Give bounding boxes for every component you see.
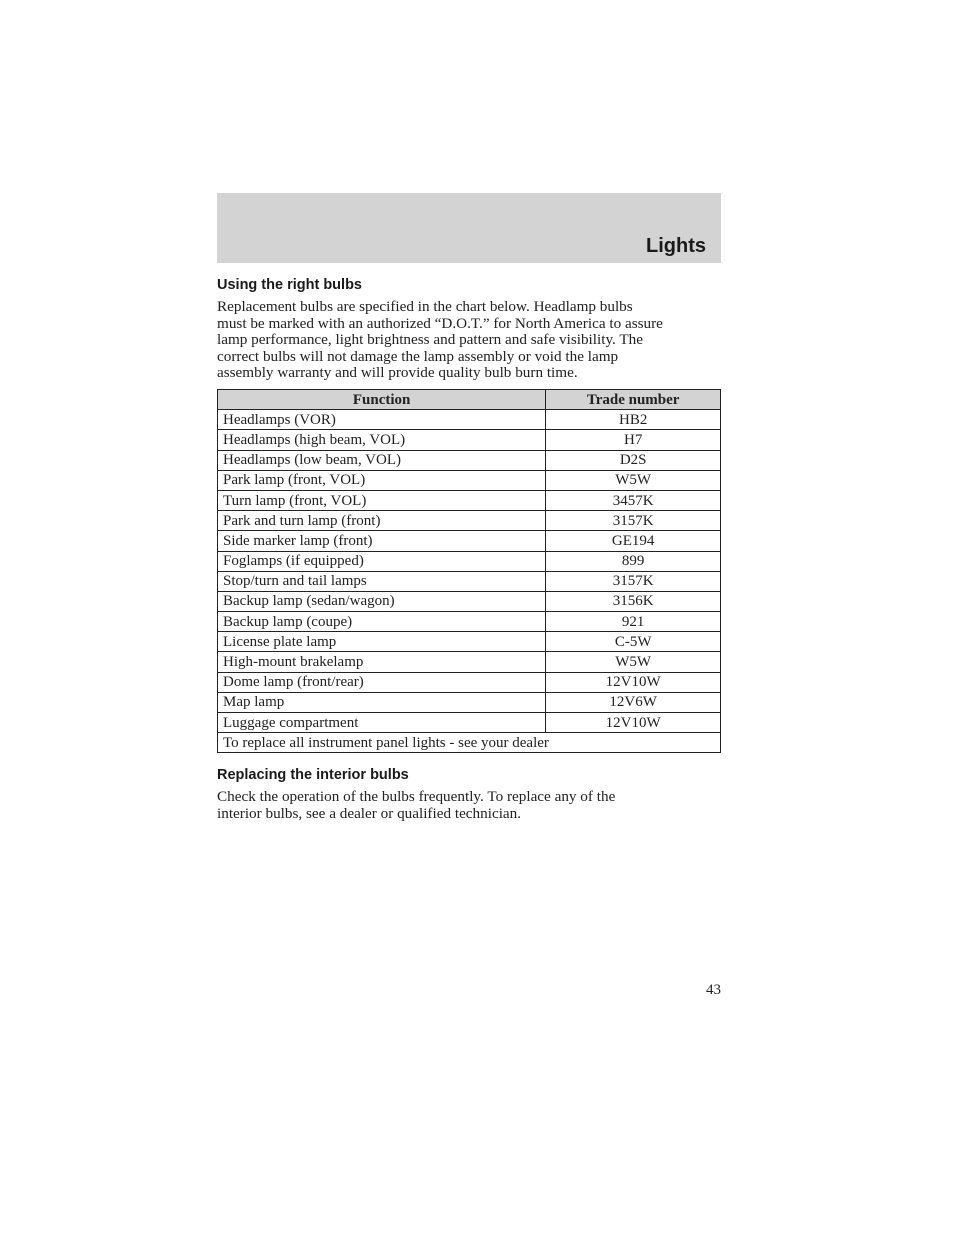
cell-trade-number: 12V10W: [546, 672, 721, 692]
column-header-trade-number: Trade number: [546, 390, 721, 410]
table-row: [218, 571, 721, 591]
paragraph-line: assembly warranty and will provide quality bulb burn time.: [217, 364, 578, 382]
cell-trade-number: 12V6W: [546, 692, 721, 712]
table-row: [218, 591, 721, 611]
cell-function: Map lamp: [218, 692, 546, 712]
cell-function: Foglamps (if equipped): [218, 551, 546, 571]
cell-trade-number: W5W: [546, 470, 721, 490]
cell-function: High-mount brakelamp: [218, 652, 546, 672]
table-row: [218, 490, 721, 510]
table-footer-row: [218, 733, 721, 753]
table-footer-note: To replace all instrument panel lights - see your dealer: [218, 733, 721, 753]
table-row: [218, 450, 721, 470]
cell-function: Headlamps (VOR): [218, 410, 546, 430]
cell-trade-number: H7: [546, 430, 721, 450]
table-row: [218, 551, 721, 571]
cell-trade-number: 921: [546, 612, 721, 632]
cell-trade-number: 899: [546, 551, 721, 571]
section-heading-right-bulbs: Using the right bulbs: [217, 277, 362, 293]
cell-trade-number: W5W: [546, 652, 721, 672]
table-row: [218, 692, 721, 712]
cell-function: License plate lamp: [218, 632, 546, 652]
chapter-header-band: [217, 193, 721, 263]
paragraph-line: correct bulbs will not damage the lamp assembly or void the lamp: [217, 347, 619, 365]
table-row: [218, 652, 721, 672]
paragraph-line: must be marked with an authorized “D.O.T.” for North America to assure: [217, 314, 663, 332]
table-row: [218, 632, 721, 652]
paragraph-line: Check the operation of the bulbs frequently. To replace any of the: [217, 788, 616, 805]
section-paragraph-interior-bulbs: [217, 789, 723, 822]
cell-function: Turn lamp (front, VOL): [218, 490, 546, 510]
cell-function: Park lamp (front, VOL): [218, 470, 546, 490]
table-row: [218, 410, 721, 430]
cell-trade-number: 3457K: [546, 490, 721, 510]
chapter-title: Lights: [646, 235, 706, 257]
table-row: [218, 531, 721, 551]
cell-trade-number: C-5W: [546, 632, 721, 652]
cell-function: Headlamps (high beam, VOL): [218, 430, 546, 450]
cell-trade-number: 3157K: [546, 571, 721, 591]
cell-trade-number: GE194: [546, 531, 721, 551]
cell-function: Luggage compartment: [218, 713, 546, 733]
bulb-chart-table: [217, 389, 721, 753]
table-header-row: [218, 390, 721, 410]
cell-trade-number: HB2: [546, 410, 721, 430]
cell-trade-number: 12V10W: [546, 713, 721, 733]
cell-function: Backup lamp (sedan/wagon): [218, 591, 546, 611]
cell-function: Side marker lamp (front): [218, 531, 546, 551]
table-row: [218, 612, 721, 632]
cell-function: Stop/turn and tail lamps: [218, 571, 546, 591]
paragraph-line: Replacement bulbs are specified in the chart below. Headlamp bulbs: [217, 298, 633, 315]
table-row: [218, 470, 721, 490]
cell-function: Headlamps (low beam, VOL): [218, 450, 546, 470]
cell-function: Park and turn lamp (front): [218, 511, 546, 531]
paragraph-line: interior bulbs, see a dealer or qualified technician.: [217, 804, 522, 822]
cell-trade-number: 3157K: [546, 511, 721, 531]
column-header-function: Function: [218, 390, 546, 410]
table-row: [218, 430, 721, 450]
table-row: [218, 511, 721, 531]
table-row: [218, 672, 721, 692]
cell-function: Backup lamp (coupe): [218, 612, 546, 632]
cell-function: Dome lamp (front/rear): [218, 672, 546, 692]
page-number: 43: [706, 982, 721, 998]
paragraph-line: lamp performance, light brightness and pattern and safe visibility. The: [217, 331, 643, 349]
cell-trade-number: 3156K: [546, 591, 721, 611]
section-heading-interior-bulbs: Replacing the interior bulbs: [217, 767, 409, 783]
table-row: [218, 713, 721, 733]
cell-trade-number: D2S: [546, 450, 721, 470]
section-paragraph-right-bulbs: [217, 299, 723, 382]
